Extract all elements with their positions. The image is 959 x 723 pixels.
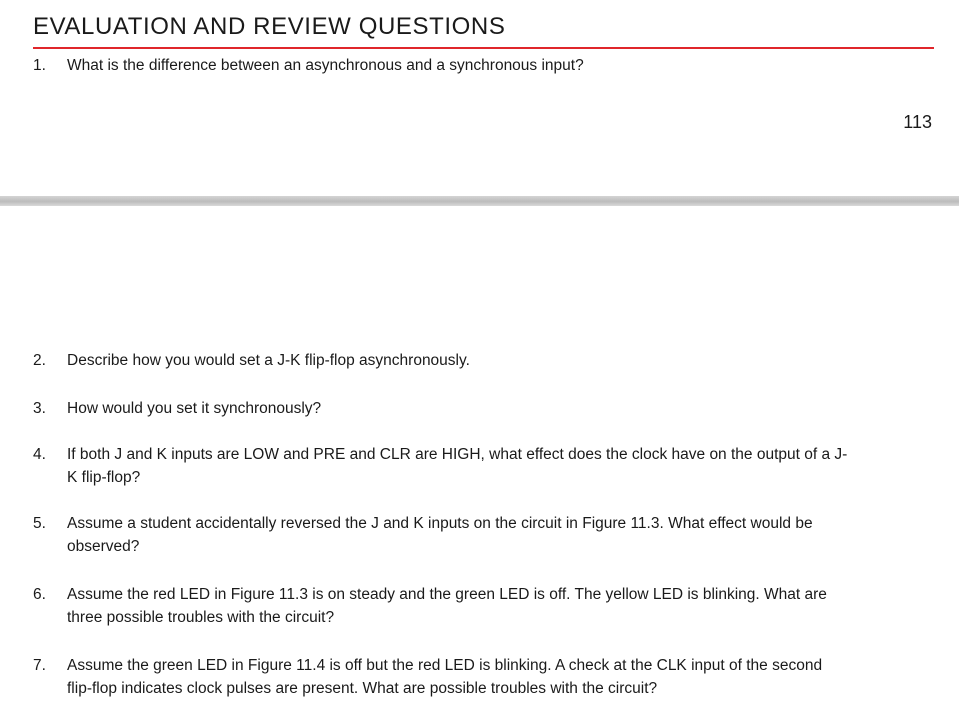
question-line: If both J and K inputs are LOW and PRE and CLR are HIGH, what effect does the clock have on the output of a J- [67,446,848,463]
question-line: K flip-flop? [67,469,141,486]
question-number: 5. [33,515,46,532]
page-number: 113 [903,112,932,132]
heading-underline [33,47,934,49]
question-text [67,654,937,700]
question-number: 4. [33,446,46,463]
question-text [67,397,937,420]
question-text [67,349,937,372]
page-break [0,196,959,206]
section-heading: EVALUATION AND REVIEW QUESTIONS [33,13,506,40]
question-line: Assume the red LED in Figure 11.3 is on steady and the green LED is off. The yellow LED is blinking. What are [67,586,827,603]
question-line: three possible troubles with the circuit? [67,609,335,626]
question-text [67,443,937,489]
page-113 [0,0,959,196]
question-line: flip-flop indicates clock pulses are present. What are possible troubles with the circuit? [67,680,658,697]
question-line: Describe how you would set a J-K flip-flop asynchronously. [67,352,470,369]
question-text: What is the difference between an asynchronous and a synchronous input? [67,57,584,74]
question-line: Assume the green LED in Figure 11.4 is off but the red LED is blinking. A check at the CLK input of the second [67,657,823,674]
question-number: 6. [33,586,46,603]
question-line: Assume a student accidentally reversed the J and K inputs on the circuit in Figure 11.3. What effect would be [67,515,813,532]
question-line: How would you set it synchronously? [67,400,322,417]
question-number: 3. [33,400,46,417]
question-text [67,583,937,629]
question-line: observed? [67,538,140,555]
question-number: 2. [33,352,46,369]
question-text [67,512,937,558]
question-number: 7. [33,657,46,674]
question-number: 1. [33,57,46,74]
page-114 [0,206,959,723]
